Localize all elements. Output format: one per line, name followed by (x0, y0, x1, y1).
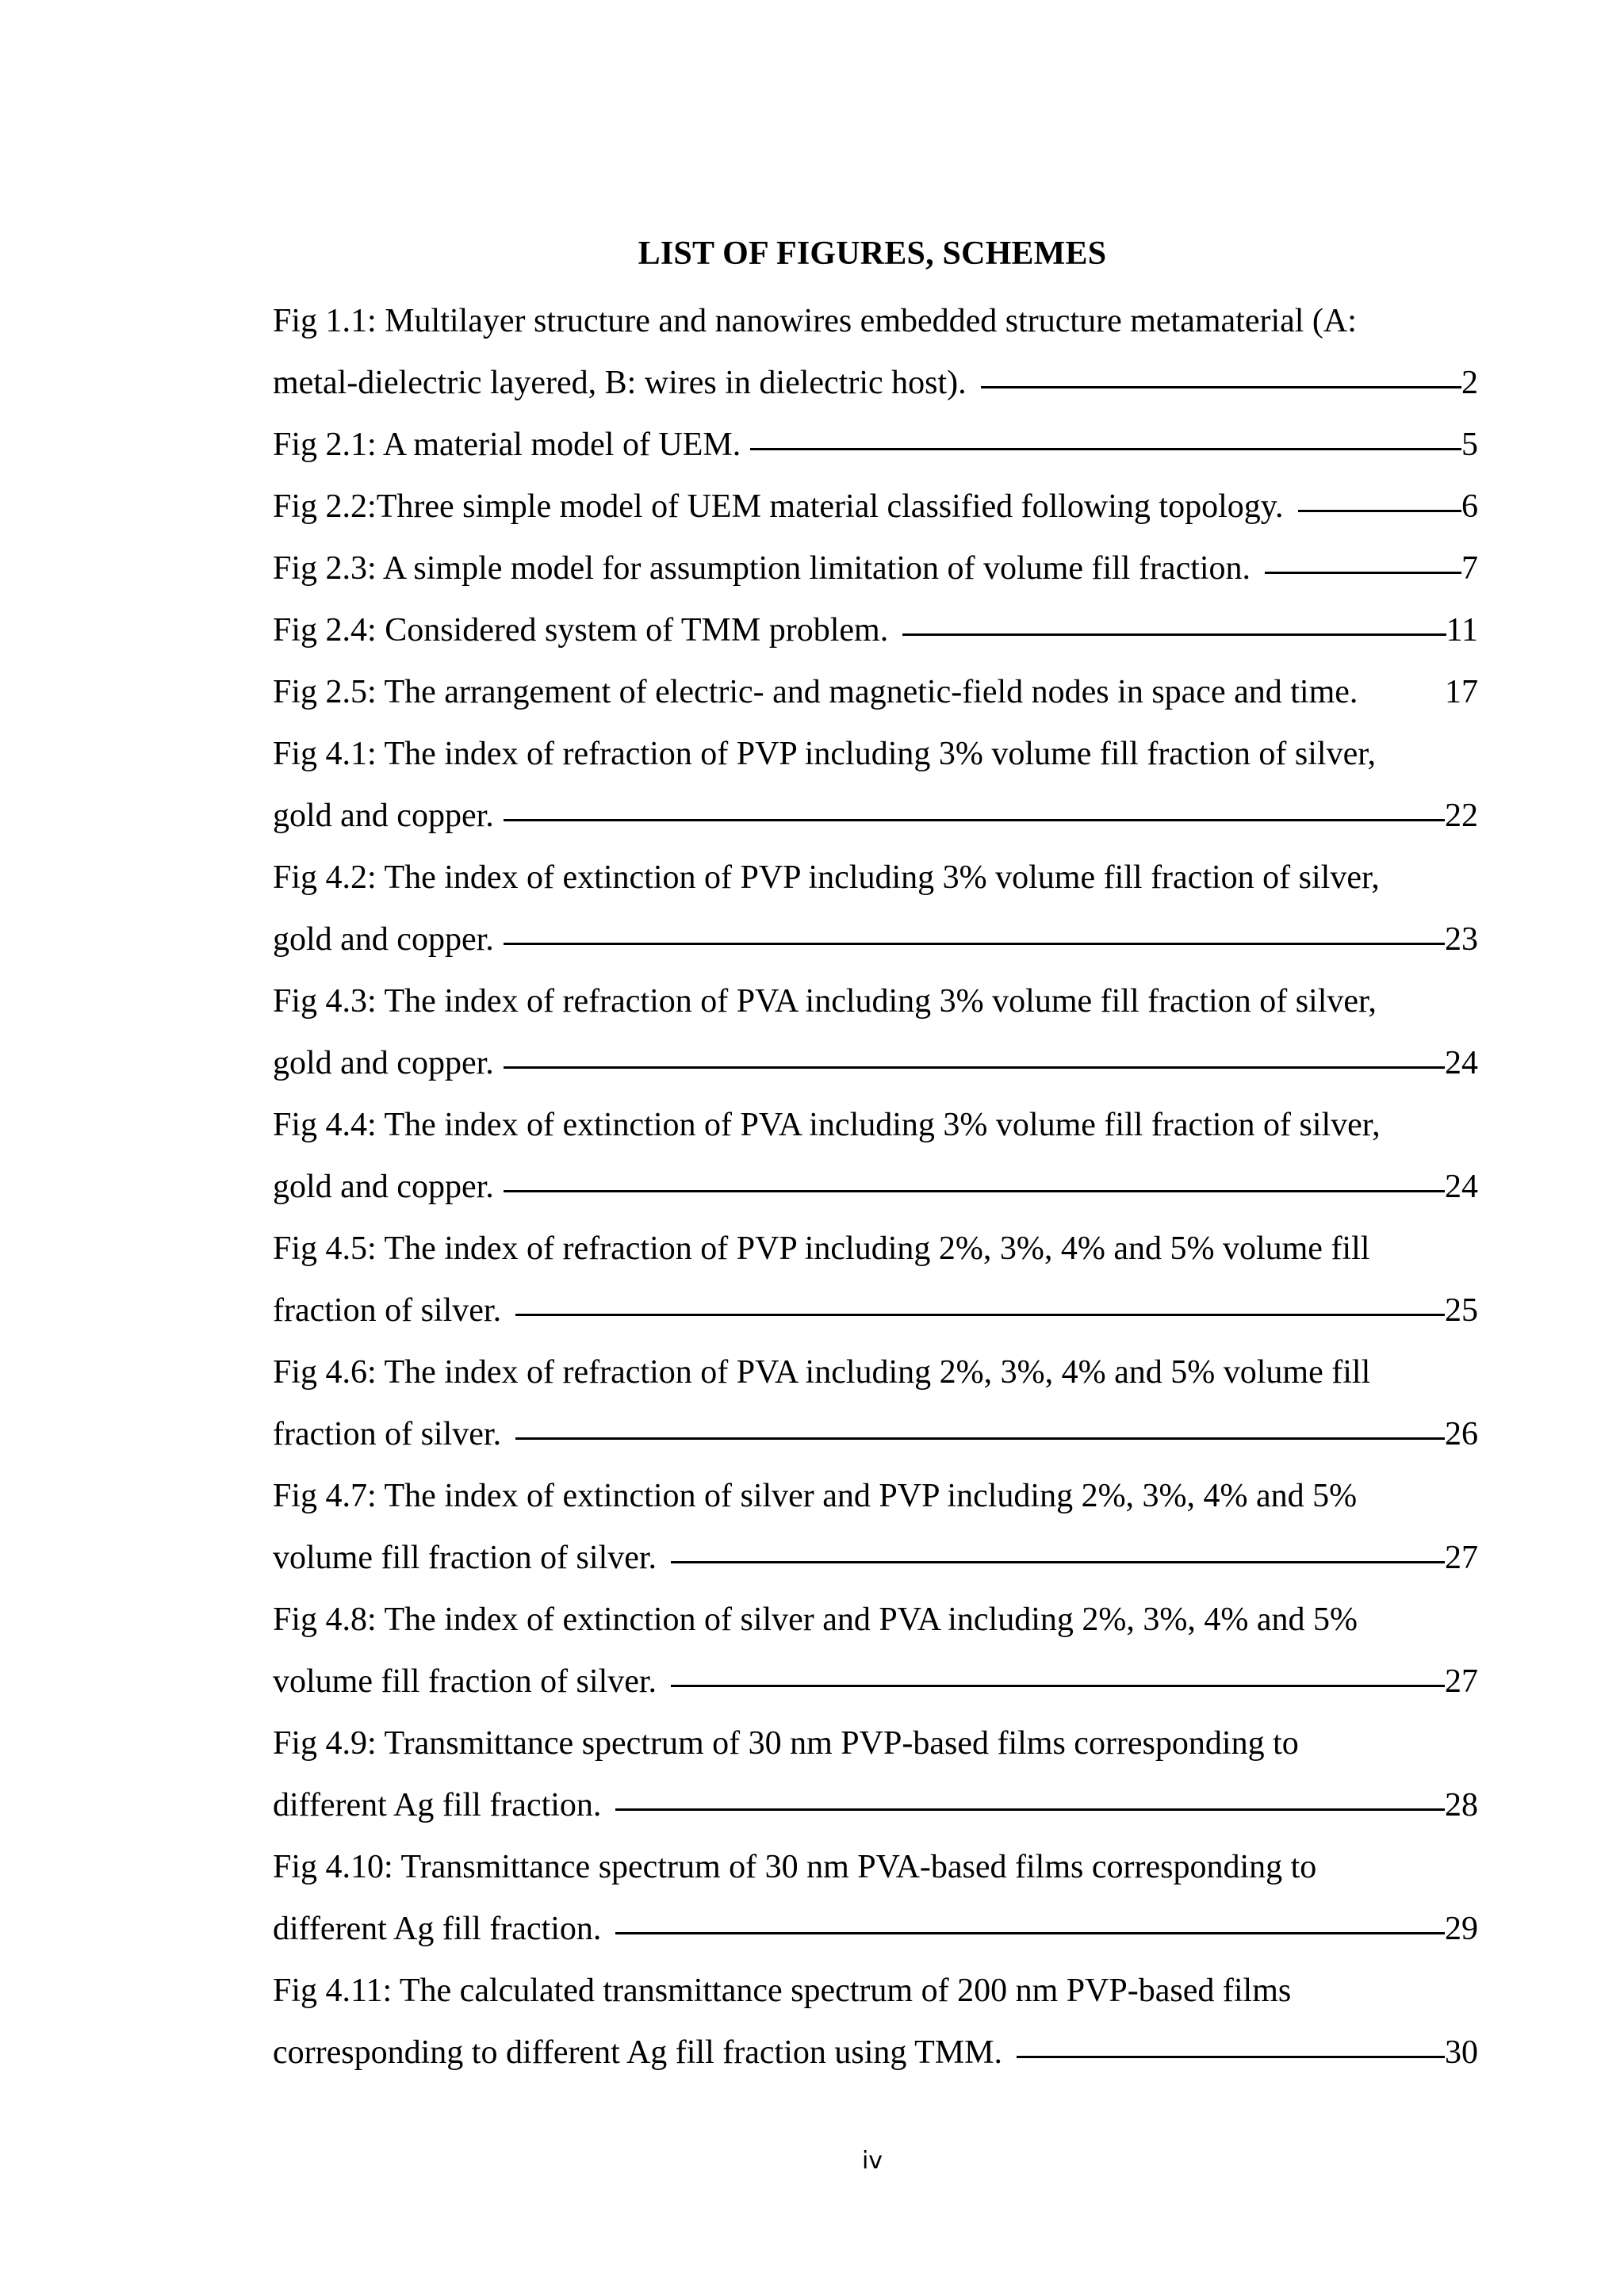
toc-entry-line (273, 1156, 1478, 1218)
toc-page-number: 17 (1445, 674, 1478, 710)
dot-leader (671, 1685, 1445, 1687)
dot-leader (504, 819, 1445, 821)
toc-entry-text: Fig 2.4: Considered system of TMM problem. (273, 612, 889, 649)
toc-entry-text: Fig 4.8: The index of extinction of silver and PVA including 2%, 3%, 4% and 5% (273, 1601, 1358, 1638)
toc-entry-line (273, 1527, 1478, 1589)
page-title: LIST OF FIGURES, SCHEMES (638, 235, 1107, 272)
dot-leader (515, 1437, 1445, 1440)
toc-entry-text: volume fill fraction of silver. (273, 1540, 657, 1576)
toc-entry-text: Fig 4.5: The index of refraction of PVP including 2%, 3%, 4% and 5% volume fill (273, 1230, 1370, 1267)
toc-page-number: 27 (1445, 1540, 1478, 1576)
toc-entry-line (273, 1836, 1478, 1898)
toc-entry-line (273, 847, 1478, 909)
toc-entry-text: fraction of silver. (273, 1292, 502, 1329)
page-number-footer: iv (861, 2147, 883, 2175)
toc-page-number: 2 (1461, 365, 1478, 401)
toc-entry-text: Fig 4.2: The index of extinction of PVP including 3% volume fill fraction of silver, (273, 859, 1380, 896)
toc-entry-text: Fig 4.10: Transmittance spectrum of 30 nm PVA-based films corresponding to (273, 1849, 1317, 1885)
toc-entry-line (273, 1465, 1478, 1527)
toc-entry-line (273, 599, 1478, 661)
list-of-figures (273, 290, 1478, 2084)
toc-page-number: 5 (1461, 427, 1478, 463)
dot-leader (1017, 2056, 1445, 2058)
toc-entry-line (273, 970, 1478, 1032)
toc-entry-text: Fig 2.5: The arrangement of electric- and magnetic-field nodes in space and time. (273, 674, 1358, 710)
toc-entry-line (273, 1032, 1478, 1094)
toc-entry-line (273, 785, 1478, 847)
toc-entry-line (273, 1094, 1478, 1156)
toc-entry-text: volume fill fraction of silver. (273, 1663, 657, 1700)
dot-leader (615, 1932, 1445, 1934)
dot-leader (1265, 572, 1461, 574)
dot-leader (504, 1190, 1445, 1192)
toc-entry-text: Fig 2.3: A simple model for assumption limitation of volume fill fraction. (273, 550, 1251, 587)
toc-entry-line (273, 1218, 1478, 1280)
toc-entry-line (273, 661, 1478, 723)
toc-entry-text: gold and copper. (273, 1045, 494, 1081)
toc-page-number: 7 (1461, 550, 1478, 587)
toc-entry-line (273, 1960, 1478, 2022)
dot-leader (1298, 510, 1461, 512)
toc-entry-text: fraction of silver. (273, 1416, 502, 1452)
dot-leader (515, 1314, 1445, 1316)
dot-leader (615, 1808, 1445, 1811)
toc-page-number: 22 (1445, 798, 1478, 834)
toc-page-number: 30 (1445, 2034, 1478, 2071)
toc-entry-text: Fig 4.4: The index of extinction of PVA including 3% volume fill fraction of silver, (273, 1107, 1381, 1143)
toc-entry-text: Fig 4.7: The index of extinction of silver and PVP including 2%, 3%, 4% and 5% (273, 1478, 1358, 1514)
toc-entry-text: Fig 1.1: Multilayer structure and nanowires embedded structure metamaterial (A: (273, 303, 1357, 339)
toc-page-number: 6 (1461, 488, 1478, 525)
toc-entry-text: Fig 2.2:Three simple model of UEM material classified following topology. (273, 488, 1284, 525)
toc-entry-text: Fig 4.11: The calculated transmittance spectrum of 200 nm PVP-based films (273, 1973, 1292, 2009)
toc-page-number: 23 (1445, 921, 1478, 958)
toc-entry-line (273, 414, 1478, 476)
toc-entry-line (273, 1341, 1478, 1403)
toc-entry-text: Fig 4.6: The index of refraction of PVA including 2%, 3%, 4% and 5% volume fill (273, 1354, 1371, 1391)
toc-entry-text: Fig 4.3: The index of refraction of PVA including 3% volume fill fraction of silver, (273, 983, 1377, 1020)
toc-entry-line (273, 1774, 1478, 1836)
dot-leader (504, 1066, 1445, 1069)
toc-page-number: 26 (1445, 1416, 1478, 1452)
toc-entry-text: gold and copper. (273, 798, 494, 834)
toc-entry-line (273, 2022, 1478, 2084)
dot-leader (671, 1561, 1445, 1563)
toc-entry-text: different Ag fill fraction. (273, 1911, 602, 1947)
toc-entry-line (273, 352, 1478, 414)
toc-page-number: 27 (1445, 1663, 1478, 1700)
toc-page-number: 24 (1445, 1045, 1478, 1081)
toc-entry-line (273, 1280, 1478, 1341)
toc-entry-line (273, 1651, 1478, 1712)
toc-page-number: 25 (1445, 1292, 1478, 1329)
toc-entry-text: Fig 4.1: The index of refraction of PVP including 3% volume fill fraction of silver, (273, 736, 1377, 772)
toc-entry-text: Fig 4.9: Transmittance spectrum of 30 nm PVP-based films corresponding to (273, 1725, 1299, 1762)
toc-page-number: 24 (1445, 1169, 1478, 1205)
toc-entry-text: gold and copper. (273, 921, 494, 958)
toc-entry-line (273, 909, 1478, 970)
toc-entry-text: gold and copper. (273, 1169, 494, 1205)
toc-entry-text: different Ag fill fraction. (273, 1787, 602, 1823)
toc-entry-line (273, 538, 1478, 599)
dot-leader (902, 633, 1446, 636)
dot-leader (981, 386, 1461, 388)
toc-entry-line (273, 290, 1478, 352)
toc-page-number: 29 (1445, 1911, 1478, 1947)
toc-entry-text: metal-dielectric layered, B: wires in dielectric host). (273, 365, 967, 401)
toc-entry-line (273, 1898, 1478, 1960)
toc-entry-line (273, 476, 1478, 538)
toc-page-number: 11 (1446, 612, 1478, 649)
toc-entry-line (273, 1403, 1478, 1465)
toc-entry-text: corresponding to different Ag fill fraction using TMM. (273, 2034, 1002, 2071)
dot-leader (504, 943, 1445, 945)
toc-entry-line (273, 1589, 1478, 1651)
toc-entry-line (273, 1712, 1478, 1774)
toc-entry-line (273, 723, 1478, 785)
dot-leader (750, 448, 1461, 450)
toc-page-number: 28 (1445, 1787, 1478, 1823)
toc-entry-text: Fig 2.1: A material model of UEM. (273, 427, 741, 463)
